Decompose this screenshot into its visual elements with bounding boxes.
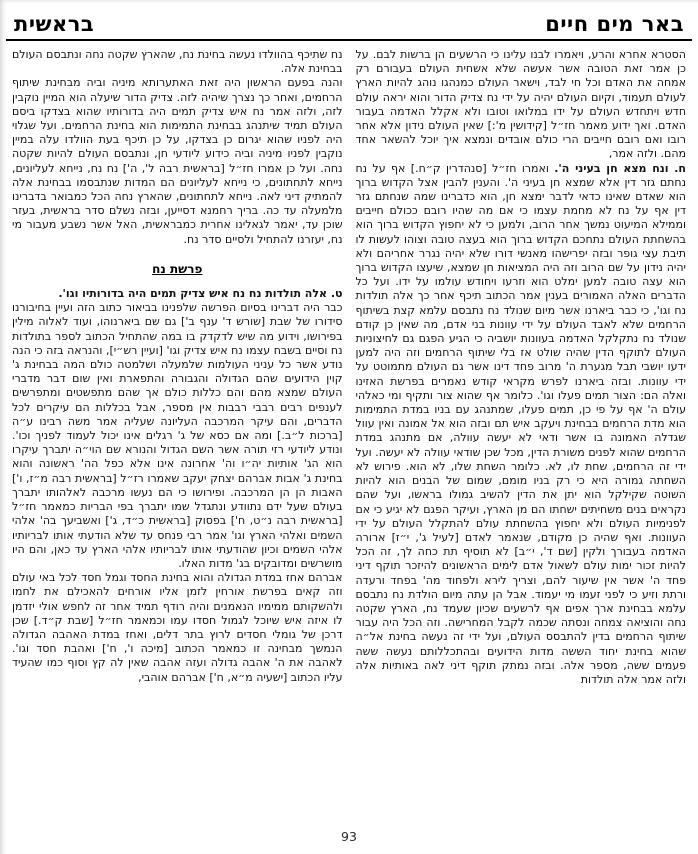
parsha-running-title: בראשית	[14, 11, 95, 36]
paragraph-text: הסטרא אחרא והרע, ויאמרו לבנו עלינו כי הרשעים הן ברשות לבם. על כן אמר זאת הטובה אשר אעשה שלא אשחית העולם בעבורם רק אמחה את האדם וכל חי לבד, וישאר העולם כמנהגו נוהג להיות הארץ לעולם תעמוד, וקיום העולם יהיה על ידי נח צדיק הדור והוא יראה עולם חדש ויתחדש העולם על ידו במלואו וטובו ולא אקלל האדמה בעבור האדם. ואך ידוע מאמר חז״ל [קידושין מ':] שאין העולם נידון אלא אחר רובו ואם רובם חייבים הרי כולם אובדים ונמצא איך יוכל להשאר אחד מהם. ולזה אמר,	[355, 48, 686, 161]
paragraph-text: אברהם אחז במדת הגדולה והוא בחינת החסד וגמל חסד לכל באי עולם וזה קאים בפרשת אורחין לזמן אליו אורחים להאכילם את לחמו ולהשקותם ממימיו הנאמנים והיה רודף תמיד אחר זה לחפש אולי יזדמן לו איזה איש שיוכל לגמול חסדו עמו וכמאמר חז״ל [שבת ק״ד.] שכן דרכן של גומלי חסדים לרוץ בתר דלים, ואחז במדת האהבה הגדולה הנמשך מבחינה זו כמאמר הכתוב [מיכה ו', ח'] ואהבת חסד וגו'. לאהבה את ה' אהבה גדולה ועזה אהבה שאין לה קץ וסוף כמו שהעיד עליו הכתוב [ישעיה מ״א, ח'] אברהם אוהבי,	[12, 571, 343, 684]
paragraph-text: כבר היה דברינו בסיום הפרשה שלפנינו בביאור כתוב הזה ועיין בחיבורנו סידורו של שבת [שורש ד' ענף ב'] גם שם ביארנוהו, ועוד לאלוה מילין בפירושו, וידוע מה שיש לדקדק בו במה שהתחיל הכתוב לספר בתולדות נח וסיים בשבח עצמו נח איש צדיק וגו' [ועיין רש״י], והנראה בזה כי הנה נודע אשר כל עניני העולמות שלמעלה ושלמטה כולם המה בבחינת ג' קוין הידועים שהם הגדולה והגבורה והתפארת ואין שום דבר מדברי העולם שמצא מהם והם כללות כולם אך שהם מתפשטים ומתפרשים לענפים רבים רבבי רבבות אין מספר, אבל בכללות הם עיקרים לכל הדברים, והם עיקר המרכבה העליונה שעליה אמר משה רבינו ע״ה [ברכות ל״ב.] ומה אם כסא של ג' רגלים אינו יכול לעמוד לפניך וכו'. ונודע ליודעי רזי תורה אשר השם הגדול והנורא שם הוי״ה יתברך עיקרו הוא הג' אותיות יה״ו וה' אחרונה אינו אלא כפל הה' ראשונה והוא בחינת ג' אבות אברהם יצחק יעקב שאמרו רז״ל [בראשית רבה מ״ז, ו'] האבות הן הן המרכבה. ופירושו כי הם נעשו מרכבה לאלהותו יתברך בעולם שעל ידם נתוודע ונתגדל שמו יתברך בפי הבריות כמאמר חז״ל [בראשית רבה נ״ט, ח'] בפסוק [בראשית כ״ד, ג'] ואשביעך בה' אלהי השמים ואלהי הארץ וגו' אמר רבי פנחס עד שלא הודעתי אותו לבריותיו אלהי השמים וכיון שהודעתי אותו לבריותיו אלהי הארץ עד כאן, והם היו מושרשים ומדובקים בג' מדות האלו.	[12, 301, 343, 570]
parsha-section-header: פרשת נח	[152, 261, 203, 276]
paragraph	[12, 571, 343, 685]
paragraph-lead: ט. אלה תולדות נח נח איש צדיק תמים היה בדורותיו וגו'.	[58, 287, 343, 301]
paragraph-text: נח שתיכף בהוולדו נעשה בחינת נח, שהארץ שקטה נחה ונתבסם העולם בבחינת אלה.	[12, 48, 343, 76]
column-right	[356, 48, 687, 687]
paragraph-text: ואמרו חז״ל [סנהדרין ק״ח.] אף על נח נחתם גזר דין אלא שמצא חן בעיני ה'. והענין להבין אצל הקדוש ברוך הוא שאדם שאינו כדאי לדבר ימצא חן, הוא כדברינו שמה שנחתם גזר דין אף על נח לא מחמת עצמו כי אם מה שהיו רובם ככולם חייבים וממילא המיעוט נמשך אחר הרוב, ולמען כי לא יחפוץ הקדוש ברוך הוא בהשחתת העולם נתחכם הקדוש ברוך הוא בעצה טובה וצוהו לעשות לו תיבת עצי גופר ובזה יפרישהו מאנשי דורו שלא יהיה נגרר אחריהם ולא יהיה נידון על שם הרוב וזה היה המציאות חן שמצא, שיעצו הקדוש ברוך הוא עצה טובה למען ימלט הוא וזרעו ויחודש עולמו על ידו. ועל כל הדברים האלה האמורים בענין אמר הכתוב תיכף אחר כך אלה תולדות נח וגו', כי כבר ביארנו אשר מיום שנולד נח נתבסם עלמא קצת בשיתוף הרחמים שלא לאבד העולם על ידי עוונות בני אדם, מה שאין כן קודם שנולד נח נתקלקל האדמה בעוונות יושביה כי הגיע הפגם גם לחיצוניות העולם לתוקף הדין שהיה שולט אז בלי שיתוף הרחמים וזה היה למען ידעו יושבי תבל מגערת ה' מרוב פחד דינו אשר גם העולם מתמוטט על ידי עוונות. ובזה ביארנו לפרש מקראי קודש נאמרים בפרשת האזינו ואלה הם: הצור תמים פעלו וגו'. כלומר אף שהוא צור ותקיף ומי כאלהי עולם ה' אף על פי כן, תמים פעלו, שמתנהג עם בניו במדת התמימות הוא מדת הרחמים בבחינת ויעקב איש תם ובזה הוא אל אמונה ואין עוול שגדלה האמונה בו אשר ודאי לא יעשה עוולה, אם מתנהג במדת הרחמים שהוא לפנים משורת הדין, מכל שכן שודאי עוולה לא יעשה. ועל ידי זה הרחמים, שחת לו, לא. כלומר השחת שלו, לא הוא. פירוש לא השחתה גמורה היא כי רק בניו מומם, שמום של הבנים הוא להיות השוטה שקילקל הוא יתן את הדין להשיב גמולו בראשו, ועל שהם נקראים בנים משחיתים ישחתו הם מן הארץ, ועיקר הפגם לא יגיע כי אם לפנימיות העולם ולא יחפוץ בהשחתת עולם להתקלל העולם על ידי העוונות. ואף שהיה כן מקודם, שנאמר לאדם [לעיל ג', י״ז] ארורה האדמה בעבורך ולקין [שם ד', י״ב] לא תוסיף תת כחה לך, זה הכל להיות זכור ימות עולם לשאול אדם לימים הראשונים להיזכר תוקף דיני פחד ה' אשר אין שיעור להם, וצריך לירא ולפחוד מה' בפחד ורעדה ורתת וזיע כי לפני זעמו מי יעמוד. אבל הן עתה מיום הולדת נח נתבסם עלמא בבחינת ארך אפים אף לרשעים שכיון שעמד נח, הארץ שקטה נחה והוציאה צמחה ונסתה שכמה לקבל המחרישה. וזה הכל היה עבור שיתוף הרחמים בדין להתבסס העולם, ועל ידי זה נעשה בחינת אל״ה שהוא בחינת יחוד הששה מדות הידועים ובהתכללותם נעשה ששה פעמים ששה, מספר אלה. ובזה נמתק תוקף דיני לאה באותיות אלה ולזה אמר אלה תולדות	[355, 161, 686, 686]
book-title: באר מים חיים	[545, 11, 684, 36]
paragraph-het	[356, 162, 687, 688]
page-footer	[0, 829, 698, 844]
column-left	[12, 48, 343, 687]
paragraph-lead: ח. ונח מצא חן בעיני ה'.	[554, 161, 686, 175]
paragraph-text: והנה בפעם הראשון היה זאת האתערותא מיניה וביה מבחינת שיתוף הרחמים, ואחר כך נצרך שיהיה לזה. צדיק הדור שיעלה הוא המיין נוקבין לזה, ולזה אמר נח איש צדיק תמים היה בדורותיו שהוא בצדקו ביסם העולם תמיד שיתנהג בבחינת התמימות הוא בחינת הרחמים. ועל שגלוי היה לפניו שהוא יגרום כן בצדקו, על כן תיכף בעת הוולדו עלה במיין נוקבין לפניו מיניה וביה כידוע ליודעי חן, ונתבסם העולם להיות שקטה נחה. ועל כן אמרו חז״ל [בראשית רבה ל', ה'] נח נח, נייחא לעליונים, נייחא לתחתונים, כי נייחא לעליונים הם המדות שנתבסמו בבחינת אלה להמתיק דיני לאה. נייחא לתחתונים, שהארץ נחה הכל כמבואר בדברינו מלמעלה עד כה. בריך רחמנא דסייען, ובזה נשלם סדר בראשית, בעזר שוכן עד, יאמר לגאלינו אחרית כמבראשית, האל אשר נשבע מעבור מי נח, יעזרנו להתחיל ולסיים סדר נח.	[12, 76, 343, 246]
text-columns	[0, 41, 698, 687]
page-header	[0, 0, 698, 37]
paragraph-tet	[12, 287, 343, 571]
page-number: 93	[341, 829, 357, 844]
paragraph	[12, 76, 343, 246]
paragraph-continuation	[356, 48, 687, 162]
paragraph-continuation	[12, 48, 343, 76]
